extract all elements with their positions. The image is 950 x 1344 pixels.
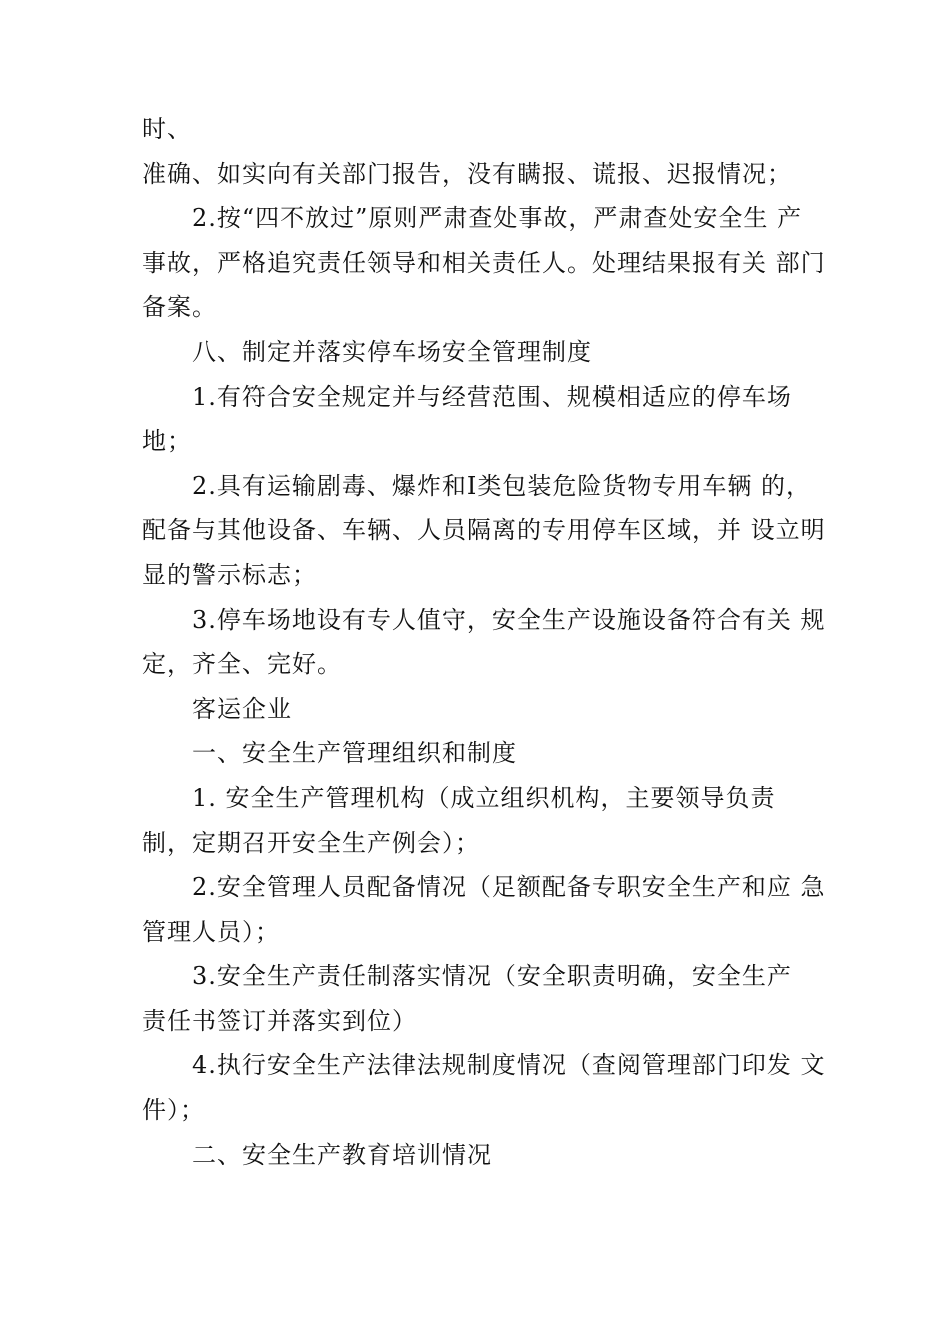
section-heading: 二、安全生产教育培训情况 [192,1140,492,1169]
text-line: 制，定期召开安全生产例会）； [142,828,480,857]
text-line: 1.有符合安全规定并与经营范围、规模相适应的停车场 [192,382,792,411]
text-line: 件）； [142,1096,205,1125]
document-body [142,107,824,1177]
text-line: 2.安全管理人员配备情况（足额配备专职安全生产和应 急 [192,873,826,902]
text-line: 备案。 [142,293,217,322]
section-heading: 一、安全生产管理组织和制度 [192,739,517,768]
text-line: 3.停车场地设有专人值守，安全生产设施设备符合有关 规 [192,605,826,634]
text-line: 定，齐全、完好。 [142,650,342,679]
text-line: 事故，严格追究责任领导和相关责任人。处理结果报有关 部门 [142,248,826,277]
text-line: 时、 [142,115,192,143]
text-line: 2.具有运输剧毒、爆炸和Ⅰ类包装危险货物专用车辆 的， [192,471,812,500]
text-line: 配备与其他设备、车辆、人员隔离的专用停车区域，并 设立明 [142,516,826,545]
text-line: 管理人员）； [142,917,280,946]
text-line: 3.安全生产责任制落实情况（安全职责明确，安全生产 [192,962,792,991]
section-heading: 八、制定并落实停车场安全管理制度 [192,337,592,366]
text-line: 4.执行安全生产法律法规制度情况（查阅管理部门印发 文 [192,1051,826,1080]
text-line: 2.按“四不放过”原则严肃查处事故，严肃查处安全生 产 [192,204,803,233]
section-heading: 客运企业 [192,694,292,723]
text-line: 显的警示标志； [142,560,317,589]
text-line: 准确、如实向有关部门报告，没有瞒报、谎报、迟报情况； [142,159,792,188]
text-line: 1. 安全生产管理机构（成立组织机构，主要领导负责 [192,783,776,812]
text-line: 地； [142,427,192,456]
text-line: 责任书签订并落实到位） [142,1006,417,1035]
